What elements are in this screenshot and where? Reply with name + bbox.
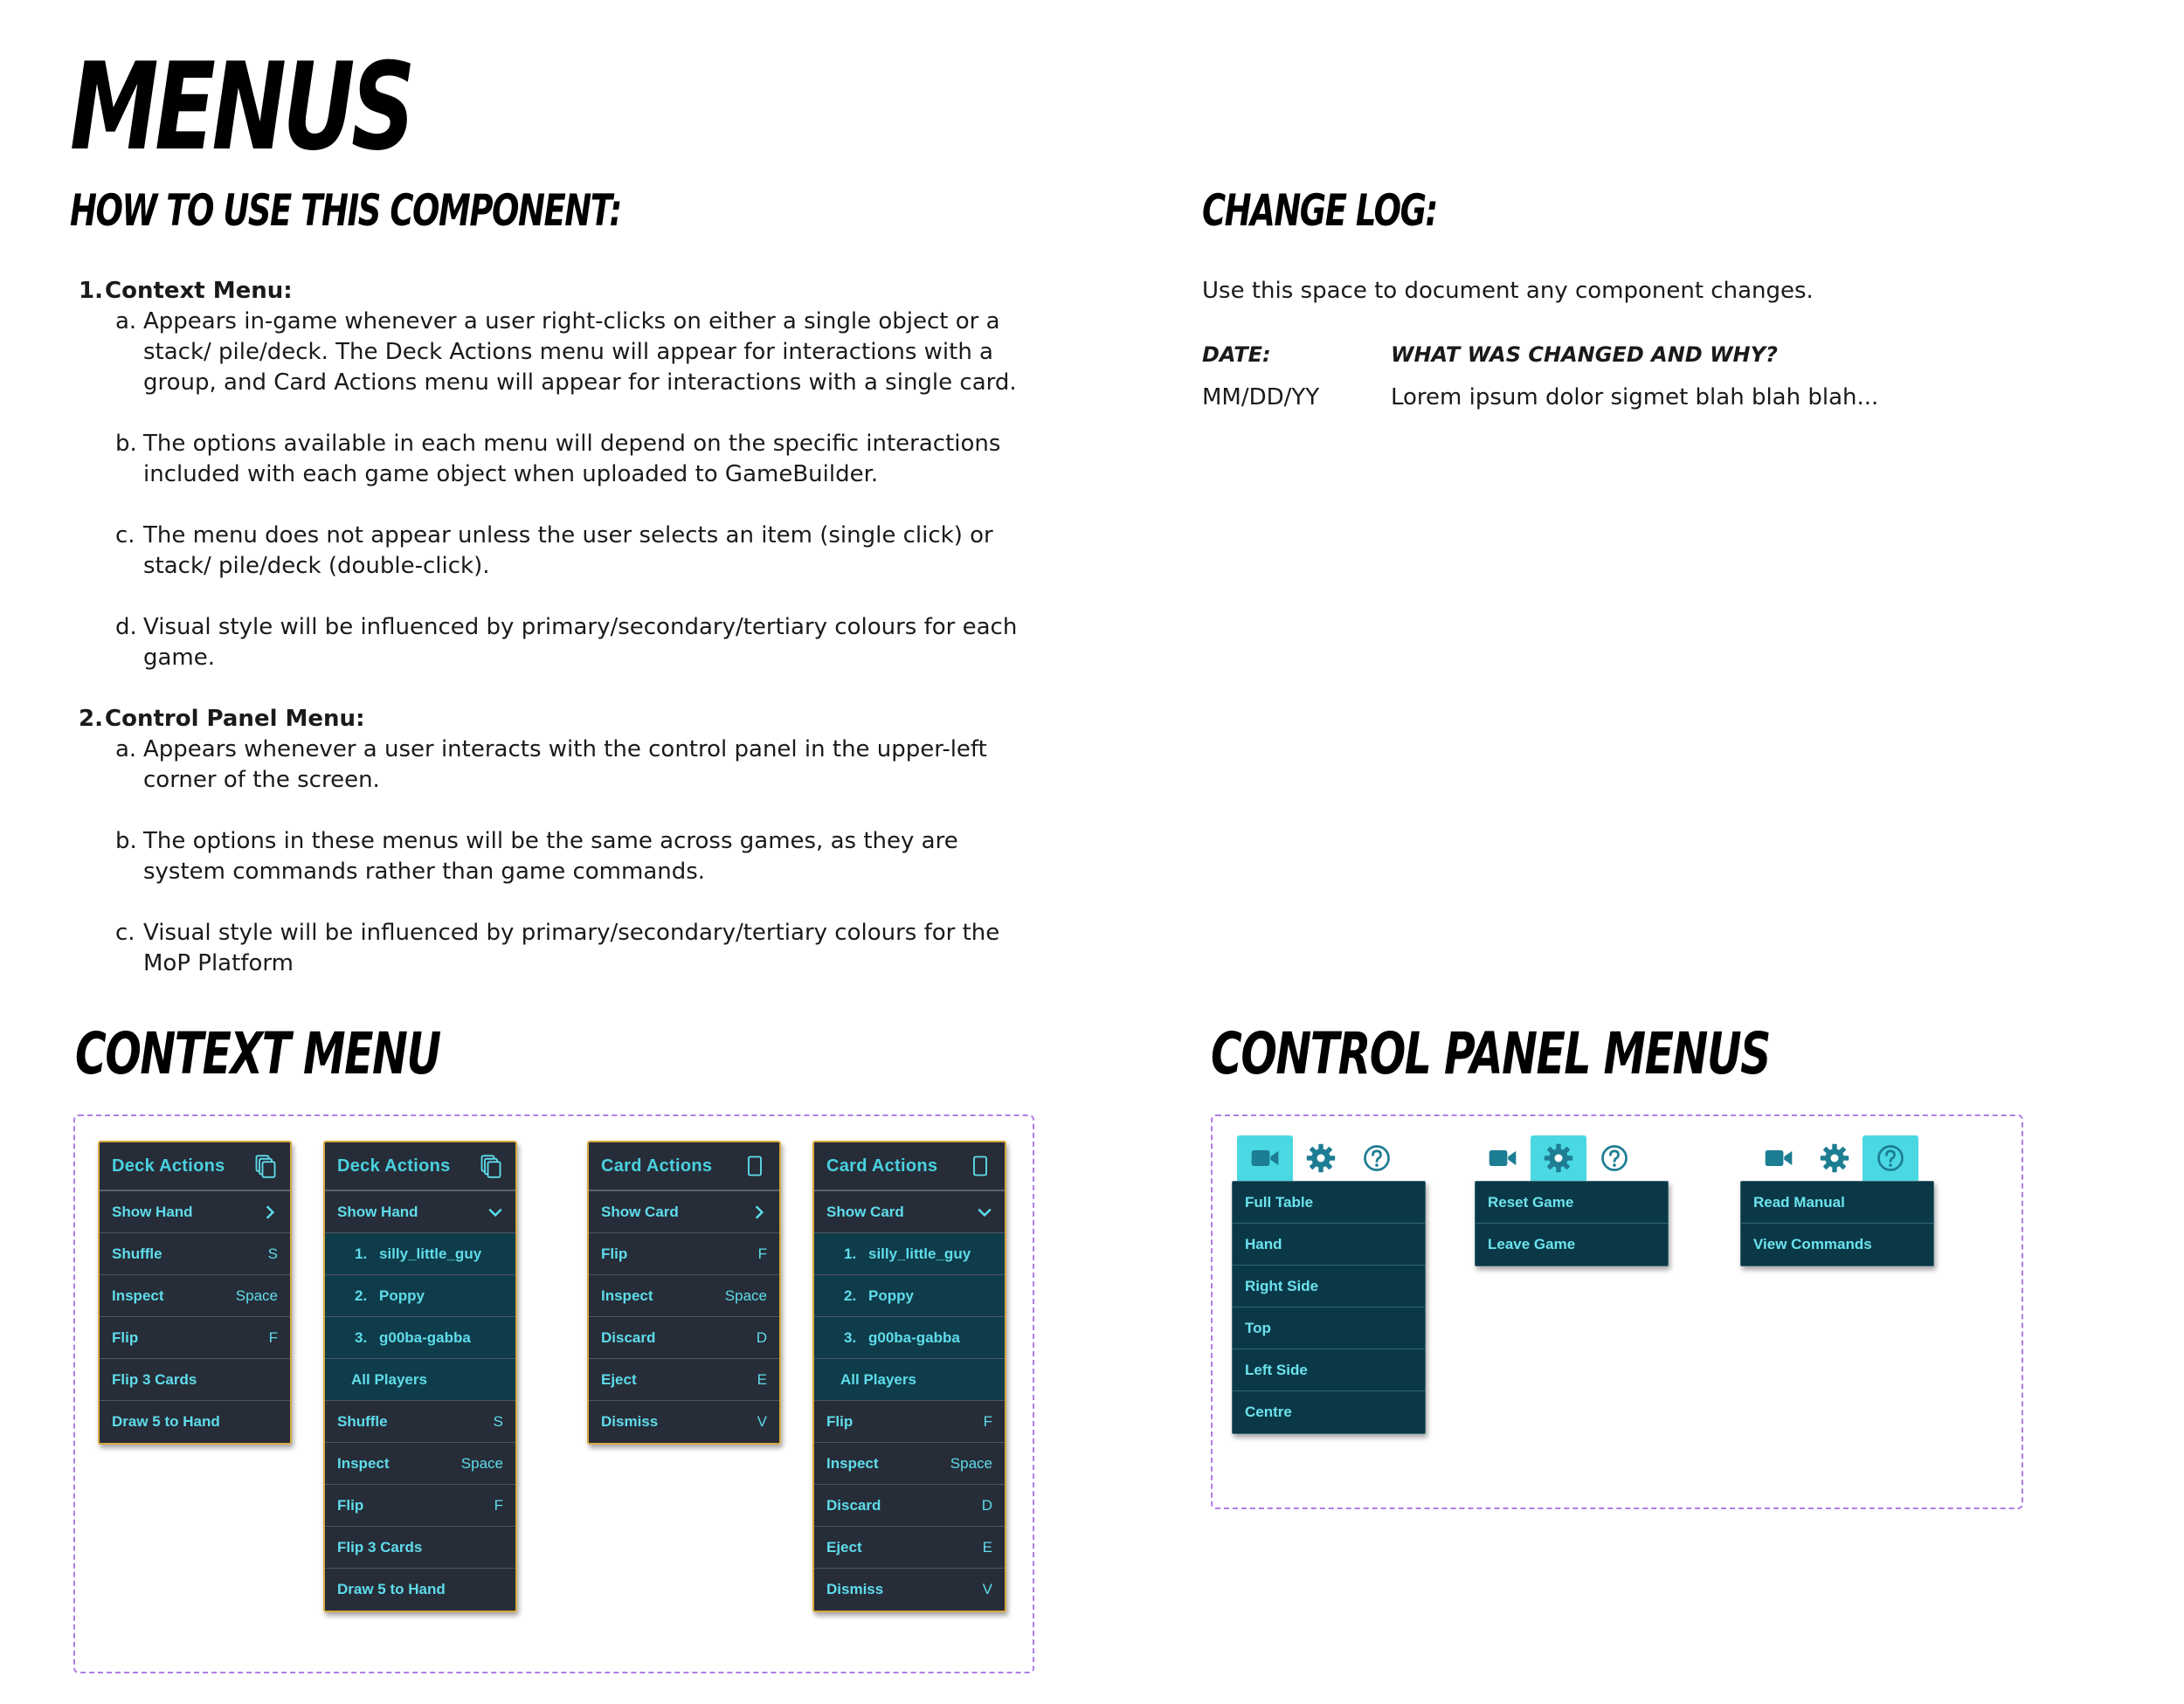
menu-title: Deck Actions — [337, 1156, 451, 1176]
camera-icon — [1487, 1142, 1518, 1174]
gear-icon — [1305, 1142, 1337, 1174]
date-column-header: DATE: — [1202, 342, 1271, 367]
section-title-text: Control Panel Menu: — [105, 706, 365, 732]
menu-item[interactable] — [589, 1401, 779, 1443]
menu-item-label-wrap — [337, 1581, 446, 1598]
menu-item-label-wrap — [601, 1287, 653, 1305]
how-to-use-heading: HOW TO USE THIS COMPONENT: — [70, 185, 621, 236]
menu-item-label-wrap — [351, 1371, 427, 1389]
gear-icon — [1543, 1142, 1574, 1174]
control-panel-tab[interactable] — [1349, 1135, 1405, 1181]
menu-item[interactable] — [814, 1191, 1005, 1233]
menu-item-label-wrap — [844, 1287, 914, 1305]
item-letter: c. — [115, 920, 135, 946]
menu-item-label: Dismiss — [601, 1413, 659, 1430]
change-log-header — [1202, 340, 2076, 370]
player-number: 3. — [844, 1328, 857, 1346]
menu-item-label: Show Card — [601, 1203, 679, 1220]
item-text: The options in these menus will be the same across games, as they are system commands rather than game commands. — [143, 828, 958, 885]
menu-item[interactable] — [325, 1359, 515, 1401]
menu-item-label-wrap — [337, 1539, 422, 1556]
menu-item-label-wrap — [601, 1329, 655, 1347]
menu-item-label: Poppy — [379, 1287, 425, 1304]
control-panel-tabs — [1751, 1135, 1918, 1181]
menu-item-label-wrap — [112, 1413, 220, 1431]
menu-item-label: Flip 3 Cards — [337, 1538, 423, 1556]
control-panel-heading: CONTROL PANEL MENUS — [1211, 1020, 1770, 1087]
menu-item-label: Flip — [601, 1245, 628, 1262]
control-panel-item[interactable]: View Commands — [1753, 1236, 1872, 1252]
what-column-header: WHAT WAS CHANGED AND WHY? — [1391, 342, 1778, 367]
control-panel-item[interactable]: Reset Game — [1476, 1182, 1668, 1224]
item-text: Appears whenever a user interacts with the control panel in the upper-left corner of the screen. — [143, 736, 987, 793]
menu-item-label: Flip — [826, 1412, 854, 1430]
item-letter: d. — [115, 614, 137, 640]
item-letter: b. — [115, 431, 137, 457]
menu-item-label-wrap — [112, 1371, 197, 1389]
menu-item-shortcut: F — [983, 1412, 992, 1430]
item-letter: b. — [115, 828, 137, 854]
spacer — [77, 673, 1038, 704]
instructions — [77, 276, 1038, 979]
menu-item[interactable] — [814, 1359, 1005, 1401]
spacer — [77, 582, 1038, 612]
menu-item-shortcut: Space — [460, 1454, 503, 1472]
menu-item[interactable] — [100, 1317, 290, 1359]
menu-item[interactable] — [814, 1275, 1005, 1317]
change-log-row — [1202, 383, 2076, 413]
menu-item-shortcut: D — [981, 1496, 992, 1514]
card-actions-menu — [812, 1141, 1006, 1612]
camera-icon — [1249, 1142, 1281, 1174]
player-number: 2. — [355, 1287, 368, 1304]
spacer — [77, 398, 1038, 429]
menu-item-label-wrap — [112, 1245, 162, 1263]
camera-icon — [1763, 1142, 1794, 1174]
menu-item-label-wrap — [112, 1204, 193, 1221]
menu-item[interactable] — [325, 1233, 515, 1275]
player-number: 2. — [844, 1287, 857, 1304]
menu-item-label-wrap — [844, 1245, 971, 1263]
control-panel-tab[interactable] — [1586, 1135, 1642, 1181]
menu-item-shortcut: F — [757, 1245, 767, 1262]
menu-item-label: Poppy — [868, 1287, 914, 1304]
menu-item-label: Draw 5 to Hand — [337, 1581, 446, 1597]
control-panel-item[interactable]: Centre — [1245, 1404, 1292, 1420]
menu-item-label: Flip 3 Cards — [112, 1370, 197, 1388]
menu-item-shortcut: S — [267, 1245, 278, 1262]
menu-item[interactable] — [589, 1317, 779, 1359]
menu-item-label-wrap — [355, 1245, 481, 1263]
menu-item[interactable] — [814, 1443, 1005, 1485]
deck-actions-menu — [323, 1141, 517, 1612]
section-number: 2. — [79, 706, 103, 732]
menu-item[interactable] — [589, 1191, 779, 1233]
chevron-down-icon — [487, 1204, 503, 1220]
control-panel-tab[interactable] — [1475, 1135, 1531, 1181]
menu-item[interactable] — [100, 1359, 290, 1401]
menu-item[interactable] — [325, 1401, 515, 1443]
control-panel-tab[interactable] — [1807, 1135, 1863, 1181]
instruction-item — [115, 735, 1038, 796]
item-letter: c. — [115, 522, 135, 548]
menu-item-label: Show Card — [826, 1203, 904, 1220]
menu-item-label-wrap — [337, 1497, 363, 1514]
chevron-right-icon — [262, 1204, 278, 1220]
menu-item-label-wrap — [355, 1329, 471, 1347]
instruction-item — [115, 429, 1038, 490]
menu-item-label: g00ba-gabba — [379, 1328, 471, 1346]
control-panel-dropdown — [1232, 1181, 1426, 1434]
menu-title: Deck Actions — [112, 1156, 225, 1176]
menu-item[interactable] — [325, 1569, 515, 1611]
item-text: Visual style will be influenced by primary/secondary/tertiary colours for the MoP Platform — [143, 920, 1000, 976]
spacer — [77, 796, 1038, 826]
deck-actions-menu — [98, 1141, 292, 1445]
menu-item[interactable] — [325, 1527, 515, 1569]
menu-item-label: Dismiss — [826, 1581, 884, 1597]
menu-item-shortcut: E — [982, 1538, 992, 1556]
menu-item-shortcut: Space — [724, 1287, 767, 1304]
menu-item[interactable] — [589, 1359, 779, 1401]
menu-item-label: Eject — [601, 1370, 637, 1388]
control-panel-item[interactable]: Right Side — [1233, 1266, 1425, 1307]
menu-item-label: Inspect — [337, 1454, 390, 1472]
menu-item-label-wrap — [826, 1413, 853, 1431]
menu-item-label-wrap — [337, 1455, 390, 1473]
control-panel-item[interactable]: Leave Game — [1488, 1236, 1576, 1252]
menu-item-label-wrap — [844, 1329, 960, 1347]
menu-item-label: Inspect — [826, 1454, 879, 1472]
item-text: The menu does not appear unless the user selects an item (single click) or stack/ pile/deck (double-click). — [143, 522, 993, 579]
menu-item-label-wrap — [112, 1287, 164, 1305]
help-icon — [1599, 1142, 1630, 1174]
menu-item[interactable] — [325, 1191, 515, 1233]
item-text: Visual style will be influenced by primary/secondary/tertiary colours for each game. — [143, 614, 1018, 671]
menu-item-label-wrap — [826, 1497, 881, 1514]
menu-item-label-wrap — [826, 1455, 879, 1473]
menu-item[interactable] — [814, 1317, 1005, 1359]
menu-item-label: All Players — [840, 1370, 916, 1388]
control-panel-item[interactable]: Left Side — [1233, 1349, 1425, 1391]
instruction-item — [115, 521, 1038, 582]
menu-item-label: Inspect — [112, 1287, 164, 1304]
menu-item[interactable] — [814, 1485, 1005, 1527]
help-icon — [1875, 1142, 1906, 1174]
card-actions-menu — [587, 1141, 781, 1445]
log-date: MM/DD/YY — [1202, 384, 1320, 410]
control-panel-item[interactable]: Full Table — [1233, 1182, 1425, 1224]
instruction-item — [115, 918, 1038, 979]
card-icon — [968, 1154, 992, 1178]
menu-item-shortcut: Space — [235, 1287, 278, 1304]
menu-item-label: silly_little_guy — [379, 1245, 482, 1262]
control-panel-item[interactable]: Top — [1233, 1307, 1425, 1349]
menu-item-label-wrap — [601, 1413, 658, 1431]
menu-item[interactable] — [100, 1401, 290, 1443]
menu-item-label: Draw 5 to Hand — [112, 1413, 220, 1430]
stack-icon — [479, 1154, 503, 1178]
control-panel-dropdown — [1475, 1181, 1669, 1266]
menu-title: Card Actions — [826, 1156, 938, 1176]
item-letter: a. — [115, 308, 137, 335]
change-log-heading: CHANGE LOG: — [1202, 185, 1437, 236]
gear-icon — [1819, 1142, 1850, 1174]
instruction-item — [115, 826, 1038, 887]
change-log-intro: Use this space to document any component changes. — [1202, 278, 1814, 304]
section-number: 1. — [79, 278, 103, 304]
menu-item-label: Show Hand — [337, 1203, 418, 1220]
menu-item-label-wrap — [337, 1204, 418, 1221]
instruction-item — [115, 307, 1038, 398]
chevron-right-icon — [751, 1204, 767, 1220]
page-title: MENUS — [70, 37, 412, 177]
menu-item-label-wrap — [826, 1581, 883, 1598]
menu-item[interactable] — [325, 1485, 515, 1527]
control-panel-item[interactable]: Read Manual — [1741, 1182, 1933, 1224]
menu-item-label: Discard — [826, 1496, 881, 1514]
chevron-down-icon — [977, 1204, 992, 1220]
control-panel-item[interactable]: Hand — [1233, 1224, 1425, 1266]
menu-item[interactable] — [100, 1233, 290, 1275]
log-what: Lorem ipsum dolor sigmet blah blah blah... — [1391, 384, 1879, 410]
context-menu-heading: CONTEXT MENU — [75, 1020, 440, 1087]
menu-item-label: Flip — [112, 1328, 139, 1346]
menu-item-label-wrap — [840, 1371, 916, 1389]
menu-item-label: Show Hand — [112, 1203, 193, 1220]
menu-item-label: Shuffle — [112, 1245, 162, 1262]
menu-title: Card Actions — [601, 1156, 713, 1176]
player-number: 1. — [355, 1245, 368, 1262]
stack-icon — [253, 1154, 278, 1178]
menu-item-shortcut: S — [493, 1412, 503, 1430]
menu-item-label: Eject — [826, 1538, 862, 1556]
menu-item-shortcut: F — [268, 1328, 278, 1346]
menu-item-label-wrap — [601, 1371, 637, 1389]
menu-item-label-wrap — [826, 1539, 862, 1556]
menu-item[interactable] — [814, 1569, 1005, 1611]
player-number: 3. — [355, 1328, 368, 1346]
menu-item[interactable] — [100, 1275, 290, 1317]
menu-item-label: Shuffle — [337, 1412, 388, 1430]
section-title — [79, 704, 1038, 735]
menu-item-label: All Players — [351, 1370, 427, 1388]
control-panel-tabs — [1475, 1135, 1642, 1181]
menu-item-label: Inspect — [601, 1287, 653, 1304]
control-panel-tab[interactable] — [1863, 1135, 1918, 1181]
player-number: 1. — [844, 1245, 857, 1262]
menu-item-shortcut: Space — [950, 1454, 992, 1472]
menu-item[interactable] — [325, 1275, 515, 1317]
item-letter: a. — [115, 736, 137, 762]
control-panel-tab[interactable] — [1751, 1135, 1807, 1181]
menu-item[interactable] — [325, 1317, 515, 1359]
menu-header — [589, 1142, 779, 1191]
menu-item-label: Discard — [601, 1328, 656, 1346]
spacer — [77, 887, 1038, 918]
menu-item[interactable] — [814, 1233, 1005, 1275]
menu-item[interactable] — [814, 1401, 1005, 1443]
help-icon — [1361, 1142, 1393, 1174]
menu-item-label-wrap — [355, 1287, 425, 1305]
control-panel-tab[interactable] — [1531, 1135, 1586, 1181]
menu-item-shortcut: V — [982, 1581, 992, 1597]
menu-header — [325, 1142, 515, 1191]
spacer — [77, 490, 1038, 521]
card-icon — [743, 1154, 767, 1178]
control-panel-dropdown — [1740, 1181, 1934, 1266]
instruction-item — [115, 612, 1038, 673]
menu-header — [814, 1142, 1005, 1191]
menu-item-shortcut: F — [494, 1496, 503, 1514]
menu-item[interactable] — [100, 1191, 290, 1233]
menu-item[interactable] — [589, 1275, 779, 1317]
section-title-text: Context Menu: — [105, 278, 293, 304]
change-log — [1202, 276, 2076, 413]
menu-item[interactable] — [814, 1527, 1005, 1569]
item-text: The options available in each menu will depend on the specific interactions included with each game object when uploaded to GameBuilder. — [143, 431, 1001, 487]
section-title — [79, 276, 1038, 307]
menu-item-label: g00ba-gabba — [868, 1328, 960, 1346]
control-panel-tab[interactable] — [1293, 1135, 1349, 1181]
menu-item-label-wrap — [601, 1204, 679, 1221]
menu-item-label: silly_little_guy — [868, 1245, 971, 1262]
control-panel-tab[interactable] — [1237, 1135, 1293, 1181]
menu-item-shortcut: E — [757, 1370, 767, 1388]
item-text: Appears in-game whenever a user right-clicks on either a single object or a stack/ pile/deck. The Deck Actions menu will appear for interactions with a group, and Card Actions menu will appear for interactions with a single card. — [143, 308, 1017, 396]
menu-item-shortcut: D — [756, 1328, 767, 1346]
menu-item[interactable] — [589, 1233, 779, 1275]
control-panel-tabs — [1237, 1135, 1405, 1181]
menu-header — [100, 1142, 290, 1191]
menu-item-shortcut: V — [757, 1413, 767, 1430]
menu-item-label-wrap — [826, 1204, 904, 1221]
menu-item[interactable] — [325, 1443, 515, 1485]
menu-item-label-wrap — [601, 1245, 627, 1263]
menu-item-label-wrap — [112, 1329, 138, 1347]
menu-item-label-wrap — [337, 1413, 388, 1431]
menu-item-label: Flip — [337, 1496, 364, 1514]
